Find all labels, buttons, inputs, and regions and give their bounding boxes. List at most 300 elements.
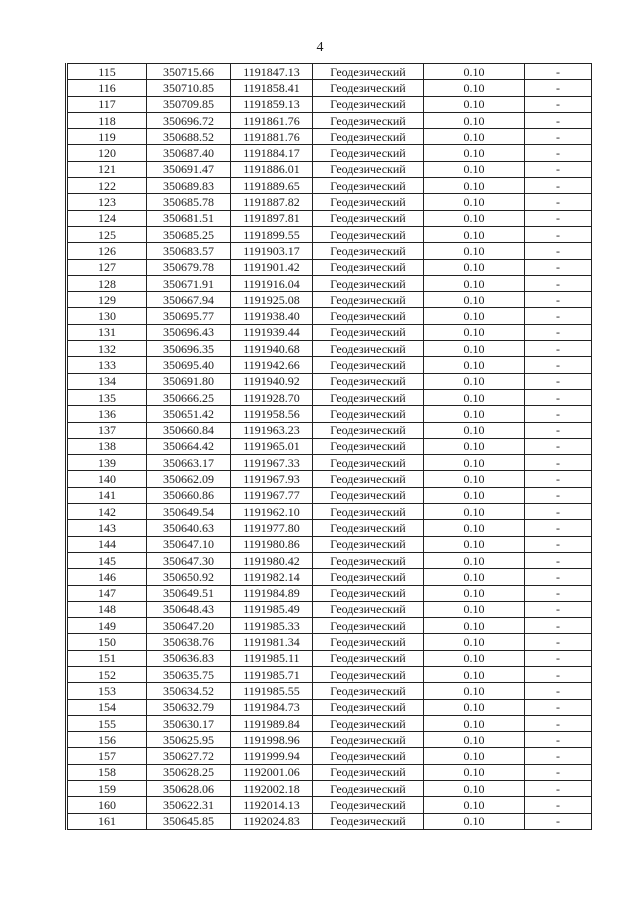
note-cell: -	[525, 504, 592, 520]
y-coordinate-cell: 1191985.71	[231, 666, 313, 682]
accuracy-cell: 0.10	[424, 699, 525, 715]
x-coordinate-cell: 350685.25	[147, 226, 231, 242]
x-coordinate-cell: 350663.17	[147, 455, 231, 471]
coordinates-table-body	[67, 64, 592, 830]
method-cell: Геодезический	[313, 145, 424, 161]
point-number-cell: 121	[67, 161, 147, 177]
y-coordinate-cell: 1191985.33	[231, 618, 313, 634]
note-cell: -	[525, 406, 592, 422]
x-coordinate-cell: 350688.52	[147, 129, 231, 145]
x-coordinate-cell: 350660.86	[147, 487, 231, 503]
note-cell: -	[525, 781, 592, 797]
point-number-cell: 116	[67, 80, 147, 96]
table-row	[67, 292, 592, 308]
table-row	[67, 552, 592, 568]
point-number-cell: 147	[67, 585, 147, 601]
accuracy-cell: 0.10	[424, 650, 525, 666]
method-cell: Геодезический	[313, 129, 424, 145]
point-number-cell: 150	[67, 634, 147, 650]
accuracy-cell: 0.10	[424, 292, 525, 308]
table-row	[67, 634, 592, 650]
accuracy-cell: 0.10	[424, 210, 525, 226]
x-coordinate-cell: 350648.43	[147, 601, 231, 617]
y-coordinate-cell: 1192024.83	[231, 813, 313, 829]
table-row	[67, 683, 592, 699]
note-cell: -	[525, 748, 592, 764]
accuracy-cell: 0.10	[424, 601, 525, 617]
method-cell: Геодезический	[313, 161, 424, 177]
note-cell: -	[525, 536, 592, 552]
method-cell: Геодезический	[313, 732, 424, 748]
method-cell: Геодезический	[313, 569, 424, 585]
table-row	[67, 210, 592, 226]
accuracy-cell: 0.10	[424, 797, 525, 813]
table-row	[67, 129, 592, 145]
accuracy-cell: 0.10	[424, 504, 525, 520]
x-coordinate-cell: 350666.25	[147, 389, 231, 405]
point-number-cell: 118	[67, 112, 147, 128]
x-coordinate-cell: 350683.57	[147, 243, 231, 259]
note-cell: -	[525, 308, 592, 324]
point-number-cell: 151	[67, 650, 147, 666]
accuracy-cell: 0.10	[424, 438, 525, 454]
note-cell: -	[525, 210, 592, 226]
table-row	[67, 259, 592, 275]
x-coordinate-cell: 350696.43	[147, 324, 231, 340]
note-cell: -	[525, 275, 592, 291]
note-cell: -	[525, 389, 592, 405]
x-coordinate-cell: 350667.94	[147, 292, 231, 308]
y-coordinate-cell: 1191962.10	[231, 504, 313, 520]
method-cell: Геодезический	[313, 634, 424, 650]
y-coordinate-cell: 1192001.06	[231, 764, 313, 780]
method-cell: Геодезический	[313, 324, 424, 340]
note-cell: -	[525, 813, 592, 829]
x-coordinate-cell: 350645.85	[147, 813, 231, 829]
note-cell: -	[525, 455, 592, 471]
table-row	[67, 243, 592, 259]
note-cell: -	[525, 373, 592, 389]
y-coordinate-cell: 1191977.80	[231, 520, 313, 536]
table-row	[67, 226, 592, 242]
table-row	[67, 666, 592, 682]
x-coordinate-cell: 350628.06	[147, 781, 231, 797]
y-coordinate-cell: 1191847.13	[231, 64, 313, 80]
note-cell: -	[525, 650, 592, 666]
point-number-cell: 119	[67, 129, 147, 145]
y-coordinate-cell: 1191940.68	[231, 341, 313, 357]
method-cell: Геодезический	[313, 243, 424, 259]
point-number-cell: 141	[67, 487, 147, 503]
method-cell: Геодезический	[313, 308, 424, 324]
table-row	[67, 275, 592, 291]
note-cell: -	[525, 161, 592, 177]
point-number-cell: 152	[67, 666, 147, 682]
point-number-cell: 137	[67, 422, 147, 438]
method-cell: Геодезический	[313, 520, 424, 536]
accuracy-cell: 0.10	[424, 552, 525, 568]
point-number-cell: 154	[67, 699, 147, 715]
accuracy-cell: 0.10	[424, 226, 525, 242]
y-coordinate-cell: 1191897.81	[231, 210, 313, 226]
table-row	[67, 178, 592, 194]
accuracy-cell: 0.10	[424, 161, 525, 177]
accuracy-cell: 0.10	[424, 536, 525, 552]
table-row	[67, 487, 592, 503]
accuracy-cell: 0.10	[424, 96, 525, 112]
accuracy-cell: 0.10	[424, 732, 525, 748]
note-cell: -	[525, 732, 592, 748]
table-row	[67, 732, 592, 748]
x-coordinate-cell: 350691.80	[147, 373, 231, 389]
note-cell: -	[525, 145, 592, 161]
note-cell: -	[525, 699, 592, 715]
table-row	[67, 357, 592, 373]
accuracy-cell: 0.10	[424, 422, 525, 438]
x-coordinate-cell: 350625.95	[147, 732, 231, 748]
point-number-cell: 144	[67, 536, 147, 552]
note-cell: -	[525, 259, 592, 275]
accuracy-cell: 0.10	[424, 634, 525, 650]
table-row	[67, 80, 592, 96]
accuracy-cell: 0.10	[424, 471, 525, 487]
point-number-cell: 153	[67, 683, 147, 699]
x-coordinate-cell: 350630.17	[147, 715, 231, 731]
note-cell: -	[525, 487, 592, 503]
accuracy-cell: 0.10	[424, 129, 525, 145]
table-row	[67, 520, 592, 536]
method-cell: Геодезический	[313, 666, 424, 682]
y-coordinate-cell: 1191942.66	[231, 357, 313, 373]
y-coordinate-cell: 1191903.17	[231, 243, 313, 259]
table-row	[67, 324, 592, 340]
x-coordinate-cell: 350662.09	[147, 471, 231, 487]
y-coordinate-cell: 1191999.94	[231, 748, 313, 764]
x-coordinate-cell: 350636.83	[147, 650, 231, 666]
y-coordinate-cell: 1191939.44	[231, 324, 313, 340]
point-number-cell: 130	[67, 308, 147, 324]
method-cell: Геодезический	[313, 292, 424, 308]
method-cell: Геодезический	[313, 341, 424, 357]
point-number-cell: 139	[67, 455, 147, 471]
note-cell: -	[525, 585, 592, 601]
method-cell: Геодезический	[313, 406, 424, 422]
table-row	[67, 112, 592, 128]
y-coordinate-cell: 1191985.55	[231, 683, 313, 699]
table-row	[67, 373, 592, 389]
method-cell: Геодезический	[313, 699, 424, 715]
y-coordinate-cell: 1191861.76	[231, 112, 313, 128]
table-row	[67, 618, 592, 634]
y-coordinate-cell: 1191967.33	[231, 455, 313, 471]
accuracy-cell: 0.10	[424, 666, 525, 682]
x-coordinate-cell: 350647.10	[147, 536, 231, 552]
note-cell: -	[525, 764, 592, 780]
method-cell: Геодезический	[313, 259, 424, 275]
accuracy-cell: 0.10	[424, 455, 525, 471]
accuracy-cell: 0.10	[424, 259, 525, 275]
table-row	[67, 715, 592, 731]
note-cell: -	[525, 683, 592, 699]
point-number-cell: 127	[67, 259, 147, 275]
note-cell: -	[525, 422, 592, 438]
accuracy-cell: 0.10	[424, 715, 525, 731]
method-cell: Геодезический	[313, 683, 424, 699]
note-cell: -	[525, 324, 592, 340]
point-number-cell: 160	[67, 797, 147, 813]
note-cell: -	[525, 80, 592, 96]
point-number-cell: 155	[67, 715, 147, 731]
note-cell: -	[525, 226, 592, 242]
point-number-cell: 125	[67, 226, 147, 242]
accuracy-cell: 0.10	[424, 683, 525, 699]
accuracy-cell: 0.10	[424, 389, 525, 405]
accuracy-cell: 0.10	[424, 781, 525, 797]
note-cell: -	[525, 520, 592, 536]
note-cell: -	[525, 634, 592, 650]
y-coordinate-cell: 1191967.93	[231, 471, 313, 487]
table-row	[67, 406, 592, 422]
point-number-cell: 122	[67, 178, 147, 194]
page-number: 4	[316, 40, 324, 55]
accuracy-cell: 0.10	[424, 618, 525, 634]
method-cell: Геодезический	[313, 650, 424, 666]
method-cell: Геодезический	[313, 112, 424, 128]
y-coordinate-cell: 1191925.08	[231, 292, 313, 308]
point-number-cell: 157	[67, 748, 147, 764]
x-coordinate-cell: 350622.31	[147, 797, 231, 813]
y-coordinate-cell: 1191881.76	[231, 129, 313, 145]
accuracy-cell: 0.10	[424, 275, 525, 291]
x-coordinate-cell: 350695.40	[147, 357, 231, 373]
method-cell: Геодезический	[313, 552, 424, 568]
accuracy-cell: 0.10	[424, 373, 525, 389]
point-number-cell: 123	[67, 194, 147, 210]
accuracy-cell: 0.10	[424, 145, 525, 161]
y-coordinate-cell: 1191940.92	[231, 373, 313, 389]
y-coordinate-cell: 1191982.14	[231, 569, 313, 585]
y-coordinate-cell: 1191889.65	[231, 178, 313, 194]
y-coordinate-cell: 1191884.17	[231, 145, 313, 161]
note-cell: -	[525, 715, 592, 731]
x-coordinate-cell: 350695.77	[147, 308, 231, 324]
y-coordinate-cell: 1191916.04	[231, 275, 313, 291]
note-cell: -	[525, 357, 592, 373]
y-coordinate-cell: 1191980.86	[231, 536, 313, 552]
y-coordinate-cell: 1191886.01	[231, 161, 313, 177]
method-cell: Геодезический	[313, 618, 424, 634]
x-coordinate-cell: 350696.35	[147, 341, 231, 357]
x-coordinate-cell: 350647.30	[147, 552, 231, 568]
table-row	[67, 536, 592, 552]
note-cell: -	[525, 341, 592, 357]
table-row	[67, 96, 592, 112]
point-number-cell: 161	[67, 813, 147, 829]
point-number-cell: 156	[67, 732, 147, 748]
y-coordinate-cell: 1191859.13	[231, 96, 313, 112]
x-coordinate-cell: 350681.51	[147, 210, 231, 226]
note-cell: -	[525, 618, 592, 634]
method-cell: Геодезический	[313, 781, 424, 797]
x-coordinate-cell: 350671.91	[147, 275, 231, 291]
note-cell: -	[525, 64, 592, 80]
y-coordinate-cell: 1192002.18	[231, 781, 313, 797]
x-coordinate-cell: 350651.42	[147, 406, 231, 422]
point-number-cell: 146	[67, 569, 147, 585]
x-coordinate-cell: 350649.54	[147, 504, 231, 520]
accuracy-cell: 0.10	[424, 748, 525, 764]
accuracy-cell: 0.10	[424, 813, 525, 829]
table-row	[67, 748, 592, 764]
x-coordinate-cell: 350696.72	[147, 112, 231, 128]
method-cell: Геодезический	[313, 797, 424, 813]
y-coordinate-cell: 1191984.89	[231, 585, 313, 601]
accuracy-cell: 0.10	[424, 406, 525, 422]
x-coordinate-cell: 350710.85	[147, 80, 231, 96]
y-coordinate-cell: 1191887.82	[231, 194, 313, 210]
accuracy-cell: 0.10	[424, 520, 525, 536]
point-number-cell: 143	[67, 520, 147, 536]
table-row	[67, 422, 592, 438]
point-number-cell: 117	[67, 96, 147, 112]
x-coordinate-cell: 350679.78	[147, 259, 231, 275]
point-number-cell: 140	[67, 471, 147, 487]
y-coordinate-cell: 1191963.23	[231, 422, 313, 438]
table-row	[67, 389, 592, 405]
method-cell: Геодезический	[313, 504, 424, 520]
method-cell: Геодезический	[313, 357, 424, 373]
method-cell: Геодезический	[313, 373, 424, 389]
method-cell: Геодезический	[313, 585, 424, 601]
note-cell: -	[525, 178, 592, 194]
x-coordinate-cell: 350660.84	[147, 422, 231, 438]
note-cell: -	[525, 129, 592, 145]
method-cell: Геодезический	[313, 96, 424, 112]
y-coordinate-cell: 1191901.42	[231, 259, 313, 275]
table-row	[67, 308, 592, 324]
method-cell: Геодезический	[313, 64, 424, 80]
point-number-cell: 134	[67, 373, 147, 389]
x-coordinate-cell: 350687.40	[147, 145, 231, 161]
method-cell: Геодезический	[313, 80, 424, 96]
note-cell: -	[525, 471, 592, 487]
y-coordinate-cell: 1191965.01	[231, 438, 313, 454]
method-cell: Геодезический	[313, 389, 424, 405]
x-coordinate-cell: 350628.25	[147, 764, 231, 780]
note-cell: -	[525, 797, 592, 813]
method-cell: Геодезический	[313, 487, 424, 503]
note-cell: -	[525, 96, 592, 112]
table-row	[67, 504, 592, 520]
accuracy-cell: 0.10	[424, 341, 525, 357]
y-coordinate-cell: 1191938.40	[231, 308, 313, 324]
accuracy-cell: 0.10	[424, 194, 525, 210]
point-number-cell: 131	[67, 324, 147, 340]
table-row	[67, 699, 592, 715]
x-coordinate-cell: 350632.79	[147, 699, 231, 715]
method-cell: Геодезический	[313, 748, 424, 764]
note-cell: -	[525, 112, 592, 128]
point-number-cell: 159	[67, 781, 147, 797]
note-cell: -	[525, 666, 592, 682]
method-cell: Геодезический	[313, 210, 424, 226]
point-number-cell: 148	[67, 601, 147, 617]
y-coordinate-cell: 1192014.13	[231, 797, 313, 813]
point-number-cell: 136	[67, 406, 147, 422]
x-coordinate-cell: 350635.75	[147, 666, 231, 682]
x-coordinate-cell: 350640.63	[147, 520, 231, 536]
note-cell: -	[525, 569, 592, 585]
point-number-cell: 142	[67, 504, 147, 520]
x-coordinate-cell: 350664.42	[147, 438, 231, 454]
table-row	[67, 781, 592, 797]
y-coordinate-cell: 1191958.56	[231, 406, 313, 422]
point-number-cell: 132	[67, 341, 147, 357]
point-number-cell: 158	[67, 764, 147, 780]
point-number-cell: 126	[67, 243, 147, 259]
y-coordinate-cell: 1191858.41	[231, 80, 313, 96]
x-coordinate-cell: 350647.20	[147, 618, 231, 634]
accuracy-cell: 0.10	[424, 764, 525, 780]
method-cell: Геодезический	[313, 226, 424, 242]
table-row	[67, 569, 592, 585]
accuracy-cell: 0.10	[424, 569, 525, 585]
x-coordinate-cell: 350634.52	[147, 683, 231, 699]
point-number-cell: 120	[67, 145, 147, 161]
accuracy-cell: 0.10	[424, 80, 525, 96]
table-row	[67, 161, 592, 177]
table-row	[67, 764, 592, 780]
accuracy-cell: 0.10	[424, 178, 525, 194]
table-row	[67, 585, 592, 601]
note-cell: -	[525, 194, 592, 210]
point-number-cell: 128	[67, 275, 147, 291]
method-cell: Геодезический	[313, 178, 424, 194]
x-coordinate-cell: 350685.78	[147, 194, 231, 210]
accuracy-cell: 0.10	[424, 64, 525, 80]
point-number-cell: 129	[67, 292, 147, 308]
x-coordinate-cell: 350689.83	[147, 178, 231, 194]
method-cell: Геодезический	[313, 471, 424, 487]
table-row	[67, 145, 592, 161]
method-cell: Геодезический	[313, 455, 424, 471]
table-row	[67, 455, 592, 471]
y-coordinate-cell: 1191981.34	[231, 634, 313, 650]
table-row	[67, 650, 592, 666]
table-row	[67, 438, 592, 454]
accuracy-cell: 0.10	[424, 487, 525, 503]
y-coordinate-cell: 1191899.55	[231, 226, 313, 242]
method-cell: Геодезический	[313, 601, 424, 617]
x-coordinate-cell: 350627.72	[147, 748, 231, 764]
table-row	[67, 601, 592, 617]
method-cell: Геодезический	[313, 715, 424, 731]
note-cell: -	[525, 243, 592, 259]
method-cell: Геодезический	[313, 813, 424, 829]
table-row	[67, 194, 592, 210]
x-coordinate-cell: 350650.92	[147, 569, 231, 585]
point-number-cell: 145	[67, 552, 147, 568]
y-coordinate-cell: 1191928.70	[231, 389, 313, 405]
table-row	[67, 797, 592, 813]
point-number-cell: 135	[67, 389, 147, 405]
x-coordinate-cell: 350649.51	[147, 585, 231, 601]
accuracy-cell: 0.10	[424, 324, 525, 340]
x-coordinate-cell: 350709.85	[147, 96, 231, 112]
y-coordinate-cell: 1191980.42	[231, 552, 313, 568]
point-number-cell: 138	[67, 438, 147, 454]
point-number-cell: 115	[67, 64, 147, 80]
